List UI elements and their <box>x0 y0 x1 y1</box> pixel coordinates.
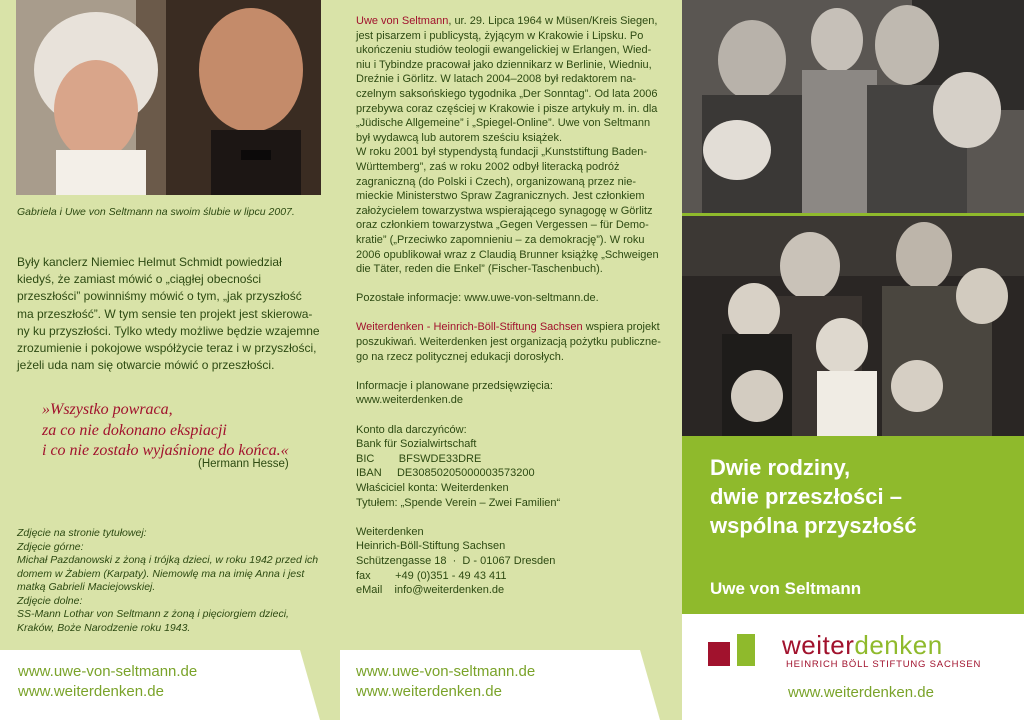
title-line: Dwie rodziny, <box>710 455 851 480</box>
bio-line: przebywa coraz częściej w Krakowie i pisze artykuły m. in. dla <box>356 102 658 115</box>
address-paragraph <box>356 525 666 598</box>
bio-line: , ur. 29. Lipca 1964 w Müsen/Kreis Siegen, <box>448 15 658 27</box>
address-line: eMail info@weiterdenken.de <box>356 584 505 597</box>
intro-line: jeżeli uda nam się otwarcie mówić o przeszłości. <box>17 358 275 373</box>
bio-line: ukończeniu studiów teologii ewangelickiej w Erlangen, Wied- <box>356 44 652 57</box>
bio-line: 2006 opublikował wraz z Claudią Brunner książkę „Schweigen <box>356 248 659 261</box>
bio-line: założycielem towarzystwa wspierającego synagogę w Görlitz <box>356 204 653 217</box>
quote-line: »Wszystko powraca, <box>42 401 173 418</box>
credits-line: SS-Mann Lothar von Seltmann z żoną i pięciorgiem dzieci, <box>17 608 289 620</box>
credits-line: Kraków, Boże Narodzenie roku 1943. <box>17 621 191 634</box>
family-photo-top <box>682 0 1024 213</box>
bank-line: BIC BFSWDE33DRE <box>356 452 482 465</box>
middle-panel <box>340 0 682 720</box>
url-list <box>18 662 197 702</box>
left-panel <box>0 0 340 720</box>
title-line: dwie przeszłości – <box>710 484 902 509</box>
bio-line: „Jüdische Allgemeine” i „Spiegel-Online”. Uwe von Seltmann <box>356 117 651 130</box>
bio-name: Uwe von Seltmann <box>356 15 449 27</box>
org-line: poszukiwań. Weiterdenken jest organizacją pożytku publiczne- <box>356 336 661 349</box>
intro-line: przeszłości” powinniśmy mówić o tym, „jak przyszłość <box>17 289 302 304</box>
org-name: Weiterdenken - Heinrich-Böll-Stiftung Sachsen <box>356 321 583 334</box>
photo-credits <box>17 527 335 635</box>
title-line: wspólna przyszłość <box>710 513 917 538</box>
bank-line: Bank für Sozialwirtschaft <box>356 438 477 451</box>
url-link-weiterdenken[interactable]: www.weiterdenken.de <box>18 683 164 700</box>
wedding-photo <box>16 0 321 195</box>
quote-line: za co nie dokonano ekspiacji <box>42 421 227 439</box>
cover-author: Uwe von Seltmann <box>710 579 862 598</box>
address-line: Schützengasse 18 · D - 01067 Dresden <box>356 554 556 567</box>
bio-line: mieckie Ministerstwo Spraw Zagranicznych. Jest członkiem <box>356 190 645 203</box>
cover-title <box>710 453 917 540</box>
events-link[interactable]: www.weiterdenken.de <box>356 394 464 407</box>
bio-line: kratie” („Przeciwko zapomnieniu – za demokrację”). W roku <box>356 233 645 246</box>
url-link-weiterdenken[interactable]: www.weiterdenken.de <box>356 683 502 700</box>
bio-line: Dreźnie i Görlitz. W latach 2004–2008 był redaktorem na- <box>356 73 637 86</box>
bio-line: W roku 2001 był stypendystą fundacji „Kunststiftung Baden- <box>356 146 648 159</box>
bio-text <box>356 14 666 612</box>
credits-line: matką Gabrieli Maciejowskiej. <box>17 581 156 593</box>
credits-line: Zdjęcie dolne: <box>17 594 83 607</box>
bank-paragraph <box>356 423 666 511</box>
intro-line: Były kanclerz Niemiec Helmut Schmidt powiedział <box>17 255 282 269</box>
hesse-quote <box>42 400 322 462</box>
cover-panel <box>682 0 1024 720</box>
bank-line: Konto dla darczyńców: <box>356 423 467 436</box>
intro-paragraph <box>17 254 337 374</box>
org-line: go na rzecz politycznej edukacji dorosłych. <box>356 350 564 363</box>
credits-line: Michał Pazdanowski z żoną i trójką dzieci, w roku 1942 przed ich <box>17 554 319 566</box>
url-list <box>356 662 535 702</box>
bank-line: IBAN DE30850205000003573200 <box>356 467 535 480</box>
address-line: Heinrich-Böll-Stiftung Sachsen <box>356 540 506 553</box>
credits-line: Zdjęcie górne: <box>17 540 84 553</box>
bio-line: Württemberg”, zaś w roku 2002 odbył literacką podróż <box>356 160 620 173</box>
url-link-seltmann[interactable]: www.uwe-von-seltmann.de <box>18 663 198 680</box>
org-paragraph <box>356 320 666 364</box>
address-line: Weiterdenken <box>356 525 424 538</box>
intro-line: zrozumienie i pokojowe współżycie teraz i w przyszłości, <box>17 341 317 356</box>
logo-mark-green <box>737 634 755 666</box>
bank-line: Właściciel konta: Weiterdenken <box>356 482 509 494</box>
bio-line: niu i Tybindze pracował jako dziennikarz w Berlinie, Wiedniu, <box>356 58 652 71</box>
bio-line: jest pisarzem i publicystą, żyjącym w Krakowie i Lipsku. Po <box>356 29 644 42</box>
events-line: Informacje i planowane przedsięwzięcia: <box>356 379 553 392</box>
intro-line: ma przeszłość”. W tym sensie ten projekt jest skierowa- <box>17 306 313 321</box>
logo-word-b: denken <box>854 630 943 660</box>
url-link-weiterdenken[interactable]: www.weiterdenken.de <box>788 684 934 701</box>
bio-line: die Täter, reden die Enkel” (Fischer-Taschenbuch). <box>356 263 603 276</box>
events-paragraph <box>356 379 666 408</box>
bio-line: oraz członkiem towarzystwa „Gegen Vergessen – für Demo- <box>356 219 649 232</box>
credits-line: domem w Żabiem (Karpaty). Niemowlę ma na imię Anna i jest <box>17 567 305 580</box>
logo-band <box>682 614 1024 720</box>
photo-caption: Gabriela i Uwe von Seltmann na swoim ślubie w lipcu 2007. <box>17 206 295 218</box>
bio-line: był wydawcą lub autorem sześciu książek. <box>356 131 563 144</box>
family-photo-bottom <box>682 216 1024 436</box>
logo-word-a: weiter <box>782 630 855 660</box>
url-link-seltmann[interactable]: www.uwe-von-seltmann.de <box>356 663 536 680</box>
logo-mark-red <box>708 642 730 666</box>
bio-paragraph <box>356 14 666 277</box>
quote-author: (Hermann Hesse) <box>198 458 289 470</box>
more-info: Pozostałe informacje: www.uwe-von-seltmann.de. <box>356 292 599 305</box>
intro-line: kiedyś, że zamiast mówić o „ciągłej obecności <box>17 272 262 287</box>
logo-subtitle: HEINRICH BÖLL STIFTUNG SACHSEN <box>786 659 982 670</box>
intro-line: ny ku przyszłości. Tylko wtedy możliwe będzie wzajemne <box>17 323 320 338</box>
address-line: fax +49 (0)351 - 49 43 411 <box>356 569 507 582</box>
quote-line: i co nie zostało wyjaśnione do końca.« <box>42 442 289 459</box>
bio-line: czelnym saksońskiego tygodnika „Der Sonntag”. Od lata 2006 <box>356 87 658 100</box>
weiterdenken-logo <box>782 630 943 661</box>
bank-line: Tytułem: „Spende Verein – Zwei Familien“ <box>356 496 561 509</box>
org-line: wspiera projekt <box>582 321 660 334</box>
credits-line: Zdjęcie na stronie tytułowej: <box>17 527 147 539</box>
bio-line: zagraniczną (do Polski i Czech), organizowaną przez nie- <box>356 175 637 188</box>
